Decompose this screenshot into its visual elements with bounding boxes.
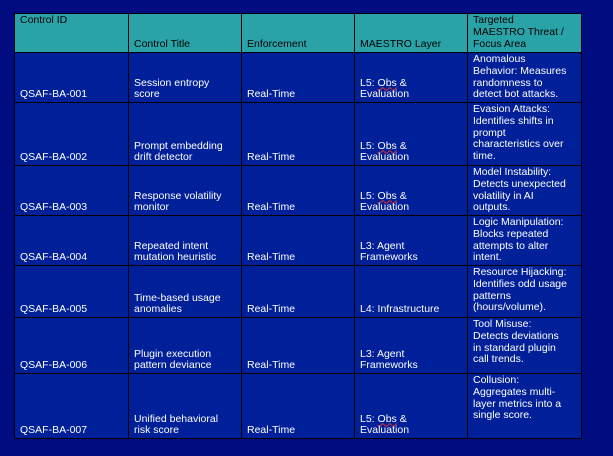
threat-focus-cell-text: Logic Manipulation: Blocks repeated attempts to alter intent. (473, 216, 564, 264)
controls-table (14, 13, 582, 439)
layer-rest: Frameworks (360, 251, 418, 264)
control-id-cell (15, 374, 129, 439)
control-title-cell-text: Unified behavioral risk score (134, 412, 219, 437)
threat-focus-cell-text: Tool Misuse: Detects deviations in standard plugin call trends. (473, 318, 559, 366)
maestro-layer-cell (355, 103, 468, 166)
control-id-cell-text: QSAF-BA-005 (20, 303, 88, 316)
table-row (15, 103, 582, 166)
maestro-layer-text (360, 191, 464, 215)
threat-focus-cell-text: Evasion Attacks: Identifies shifts in prompt characteristics over time. (473, 103, 564, 162)
control-id-cell-text: QSAF-BA-007 (20, 424, 88, 437)
control-title-cell (129, 103, 242, 166)
maestro-layer-text (360, 78, 464, 102)
threat-focus-cell (468, 103, 582, 166)
layer-name: Obs (377, 76, 397, 89)
threat-focus-cell-text: Model Instability: Detects unexpected volatility in AI outputs. (473, 166, 566, 214)
enforcement-cell-text: Real-Time (247, 424, 296, 437)
layer-rest: & Evaluation (360, 76, 410, 101)
header-enforcement: Enforcement (242, 14, 355, 53)
enforcement-cell-text: Real-Time (247, 151, 296, 164)
layer-name: Obs (377, 139, 397, 152)
enforcement-cell (242, 103, 355, 166)
control-id-cell-text: QSAF-BA-004 (20, 251, 88, 264)
control-title-cell-text: Time-based usage anomalies (134, 291, 221, 316)
layer-code: L5: (360, 76, 375, 89)
table-row (15, 216, 582, 266)
header-maestro-layer: MAESTRO Layer (355, 14, 468, 53)
threat-focus-cell (468, 166, 582, 216)
threat-focus-cell-text: Collusion: Aggregates multi- layer metrics into a single score. (473, 374, 562, 422)
maestro-layer-text (360, 414, 464, 438)
layer-rest: & Evaluation (360, 412, 410, 437)
threat-focus-cell (468, 266, 582, 318)
header-targeted-threat: Targeted MAESTRO Threat / Focus Area (468, 14, 582, 53)
header-control-title: Control Title (129, 14, 242, 53)
maestro-layer-cell (355, 374, 468, 439)
control-title-cell-text: Plugin execution pattern deviance (134, 347, 212, 372)
layer-name: Obs (377, 189, 397, 202)
layer-code: L4: (360, 303, 375, 316)
control-id-cell (15, 216, 129, 266)
threat-focus-cell (468, 374, 582, 439)
enforcement-cell-text: Real-Time (247, 303, 296, 316)
control-id-cell (15, 166, 129, 216)
maestro-layer-text (360, 241, 464, 265)
layer-rest: & Evaluation (360, 189, 410, 214)
maestro-layer-cell (355, 318, 468, 374)
layer-rest: Frameworks (360, 359, 418, 372)
control-title-cell-text: Response volatility monitor (134, 189, 222, 214)
control-title-cell-text: Repeated intent mutation heuristic (134, 239, 217, 264)
enforcement-cell (242, 53, 355, 103)
enforcement-cell (242, 318, 355, 374)
enforcement-cell (242, 374, 355, 439)
enforcement-cell-text: Real-Time (247, 251, 296, 264)
control-id-cell (15, 266, 129, 318)
control-title-cell-text: Prompt embedding drift detector (134, 139, 223, 164)
control-id-cell-text: QSAF-BA-002 (20, 151, 88, 164)
layer-code: L5: (360, 189, 375, 202)
control-title-cell (129, 53, 242, 103)
table-row (15, 53, 582, 103)
layer-code: L5: (360, 139, 375, 152)
threat-focus-cell (468, 53, 582, 103)
maestro-layer-cell (355, 166, 468, 216)
threat-focus-cell (468, 216, 582, 266)
threat-focus-cell (468, 318, 582, 374)
enforcement-cell (242, 166, 355, 216)
control-id-cell (15, 103, 129, 166)
layer-name: Infrastructure (377, 303, 440, 316)
enforcement-cell (242, 216, 355, 266)
threat-focus-cell-text: Anomalous Behavior: Measures randomness to detect bot attacks. (473, 53, 567, 101)
control-title-cell (129, 216, 242, 266)
control-title-cell (129, 166, 242, 216)
maestro-layer-text (360, 141, 464, 165)
control-id-cell (15, 318, 129, 374)
maestro-layer-cell (355, 216, 468, 266)
control-id-cell-text: QSAF-BA-006 (20, 359, 88, 372)
layer-code: L3: (360, 239, 375, 252)
control-title-cell (129, 374, 242, 439)
table-row (15, 166, 582, 216)
header-row (15, 14, 582, 53)
layer-name: Obs (377, 412, 397, 425)
layer-code: L5: (360, 412, 375, 425)
maestro-layer-text (360, 349, 464, 373)
control-id-cell-text: QSAF-BA-003 (20, 201, 88, 214)
header-control-id: Control ID (15, 14, 129, 53)
enforcement-cell-text: Real-Time (247, 201, 296, 214)
layer-name: Agent (376, 347, 405, 360)
controls-table-container (14, 13, 582, 439)
enforcement-cell (242, 266, 355, 318)
layer-rest: & Evaluation (360, 139, 410, 164)
table-row (15, 374, 582, 439)
layer-code: L3: (360, 347, 375, 360)
table-row (15, 318, 582, 374)
control-title-cell-text: Session entropy score (134, 76, 210, 101)
maestro-layer-cell (355, 53, 468, 103)
control-title-cell (129, 266, 242, 318)
table-row (15, 266, 582, 318)
maestro-layer-text (360, 304, 464, 316)
threat-focus-cell-text: Resource Hijacking: Identifies odd usage patterns (hours/volume). (473, 266, 567, 314)
enforcement-cell-text: Real-Time (247, 359, 296, 372)
layer-name: Agent (376, 239, 405, 252)
control-id-cell-text: QSAF-BA-001 (20, 88, 88, 101)
enforcement-cell-text: Real-Time (247, 88, 296, 101)
control-title-cell (129, 318, 242, 374)
maestro-layer-cell (355, 266, 468, 318)
control-id-cell (15, 53, 129, 103)
